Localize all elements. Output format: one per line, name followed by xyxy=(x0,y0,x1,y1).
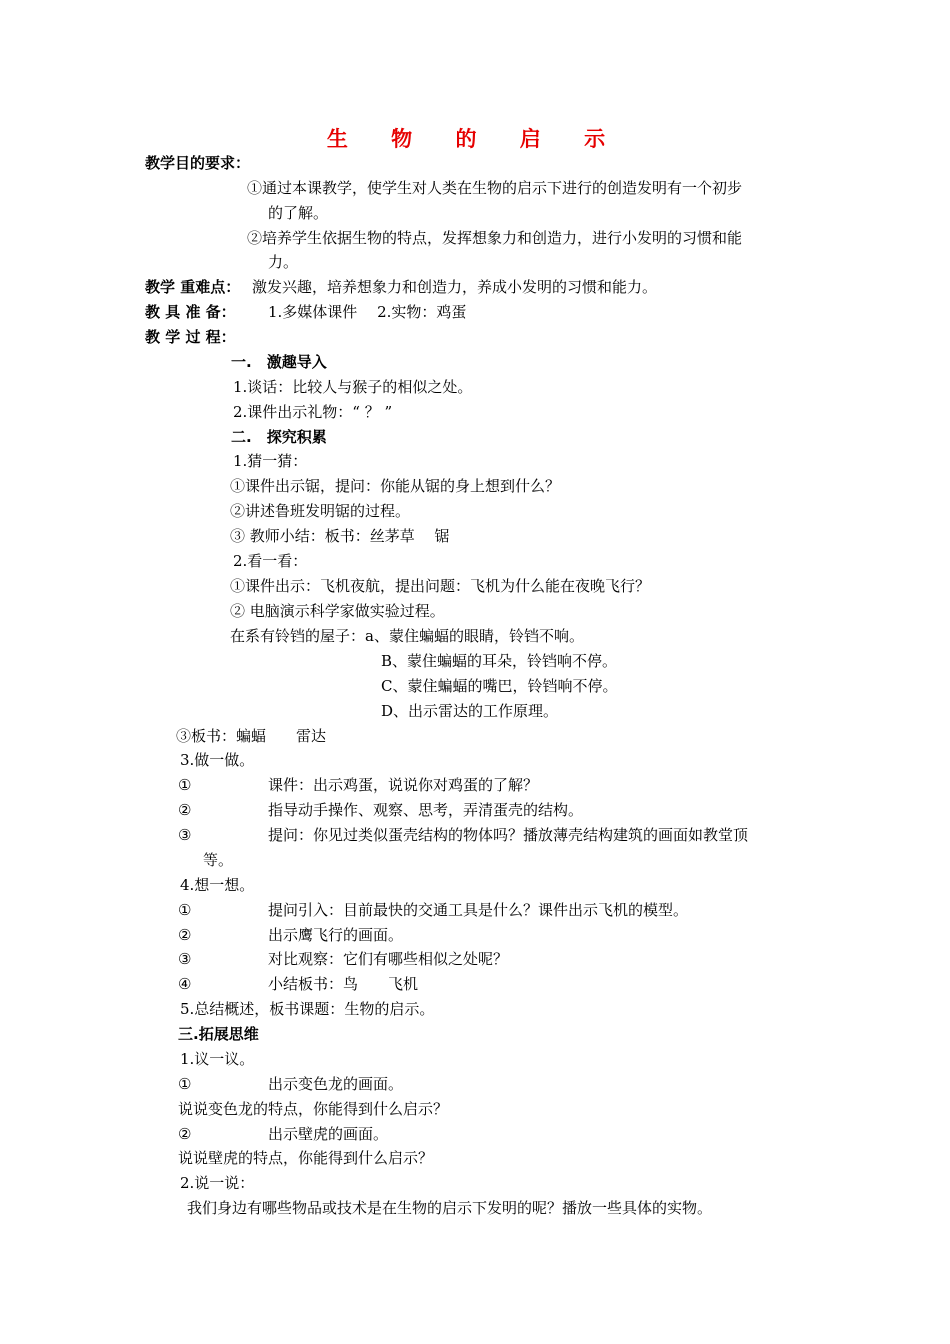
think-mark-4: ④ xyxy=(178,975,192,993)
do-line-2: 指导动手操作、观察、思考，弄清蛋壳的结构。 xyxy=(268,801,584,819)
discuss-line-2: 出示壁虎的画面。 xyxy=(268,1125,389,1143)
look-line-2: ② 电脑演示科学家做实验过程。 xyxy=(230,602,445,620)
look-line-6: D、出示雷达的工作原理。 xyxy=(381,702,559,720)
section-1-line-1: 1.谈话：比较人与猴子的相似之处。 xyxy=(233,378,473,396)
do-line-3: 提问：你见过类似蛋壳结构的物体吗？播放薄壳结构建筑的画面如教堂顶 xyxy=(268,826,749,844)
section-2-heading: 二. 探究积累 xyxy=(231,428,327,446)
think-heading: 4.想一想。 xyxy=(180,876,255,894)
discuss-mark-2: ② xyxy=(178,1125,192,1143)
look-line-4: B、蒙住蝙蝠的耳朵，铃铛响不停。 xyxy=(381,652,618,670)
tools-label: 教 具 准 备： xyxy=(145,303,236,321)
document-title: 生 物 的 启 示 xyxy=(326,127,624,151)
section-3-heading: 三.拓展思维 xyxy=(178,1025,259,1043)
tools-text: 1.多媒体课件 2.实物：鸡蛋 xyxy=(268,303,467,321)
section-1-heading: 一. 激趣导入 xyxy=(231,353,327,371)
summary-line: 5.总结概述，板书课题：生物的启示。 xyxy=(180,1000,435,1018)
process-label: 教 学 过 程： xyxy=(145,328,236,346)
think-line-1: 提问引入：目前最快的交通工具是什么？课件出示飞机的模型。 xyxy=(268,901,689,919)
think-mark-1: ① xyxy=(178,901,192,919)
discuss-line-1: 出示变色龙的画面。 xyxy=(268,1075,404,1093)
do-mark-3: ③ xyxy=(178,826,192,844)
do-mark-1: ① xyxy=(178,776,192,794)
goal-item-2: ②培养学生依据生物的特点，发挥想象力和创造力，进行小发明的习惯和能 xyxy=(247,229,743,247)
talk-text: 我们身边有哪些物品或技术是在生物的启示下发明的呢？播放一些具体的实物。 xyxy=(187,1199,713,1217)
guess-line-2: ②讲述鲁班发明锯的过程。 xyxy=(230,502,411,520)
think-mark-3: ③ xyxy=(178,950,192,968)
look-heading: 2.看一看： xyxy=(233,552,308,570)
do-heading: 3.做一做。 xyxy=(180,751,255,769)
think-line-2: 出示鹰飞行的画面。 xyxy=(268,926,404,944)
talk-heading: 2.说一说： xyxy=(180,1174,255,1192)
discuss-question-1: 说说变色龙的特点，你能得到什么启示？ xyxy=(178,1100,449,1118)
think-line-4: 小结板书：鸟 飞机 xyxy=(268,975,419,993)
look-line-5: C、蒙住蝙蝠的嘴巴，铃铛响不停。 xyxy=(381,677,618,695)
goal-item-1: ①通过本课教学，使学生对人类在生物的启示下进行的创造发明有一个初步 xyxy=(247,179,743,197)
guess-line-1: ①课件出示锯，提问：你能从锯的身上想到什么？ xyxy=(230,477,561,495)
look-line-3: 在系有铃铛的屋子：a、蒙住蝙蝠的眼睛，铃铛不响。 xyxy=(230,627,584,645)
section-1-line-2: 2.课件出示礼物：“ ？ ” xyxy=(233,403,393,421)
discuss-mark-1: ① xyxy=(178,1075,192,1093)
discuss-heading: 1.议一议。 xyxy=(180,1050,255,1068)
do-line-3-cont: 等。 xyxy=(203,851,234,869)
do-mark-2: ② xyxy=(178,801,192,819)
look-line-7: ③板书：蝙蝠 雷达 xyxy=(176,727,327,745)
guess-heading: 1.猜一猜： xyxy=(233,452,308,470)
keypoints-text: 激发兴趣，培养想象力和创造力，养成小发明的习惯和能力。 xyxy=(252,278,658,296)
goals-label: 教学目的要求： xyxy=(145,154,251,172)
think-mark-2: ② xyxy=(178,926,192,944)
guess-line-3: ③ 教师小结：板书：丝茅草 锯 xyxy=(230,527,450,545)
keypoints-label: 教学 重难点： xyxy=(145,278,241,296)
look-line-1: ①课件出示：飞机夜航，提出问题：飞机为什么能在夜晚飞行？ xyxy=(230,577,651,595)
think-line-3: 对比观察：它们有哪些相似之处呢？ xyxy=(268,950,509,968)
goal-item-1-cont: 的了解。 xyxy=(268,204,329,222)
goal-item-2-cont: 力。 xyxy=(268,253,299,271)
do-line-1: 课件：出示鸡蛋，说说你对鸡蛋的了解？ xyxy=(268,776,539,794)
discuss-question-2: 说说壁虎的特点，你能得到什么启示？ xyxy=(178,1149,434,1167)
